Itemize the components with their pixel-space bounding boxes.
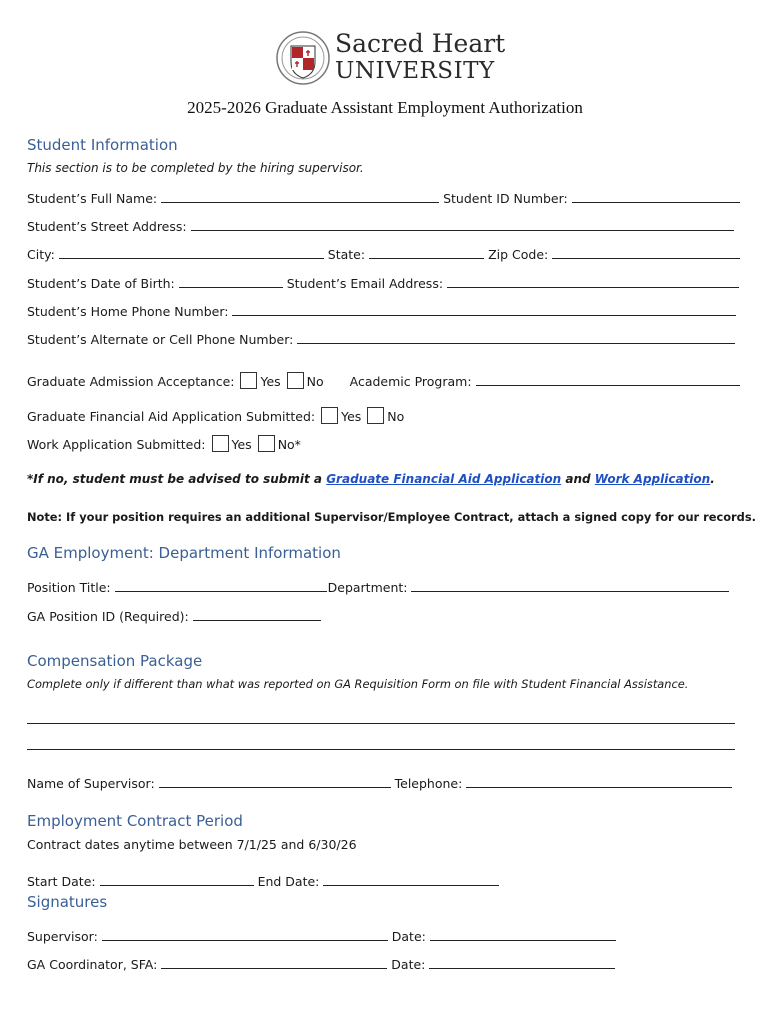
work-app-yes-label: Yes	[231, 437, 252, 452]
street-label: Student’s Street Address:	[27, 219, 187, 234]
telephone-field[interactable]	[466, 774, 732, 788]
email-field[interactable]	[447, 274, 739, 288]
finaid-row	[27, 407, 404, 425]
section-heading-signatures: Signatures	[27, 893, 108, 911]
logo-line-1: Sacred Heart	[335, 29, 506, 58]
city-row	[27, 245, 740, 263]
supervisor-row	[27, 774, 732, 792]
admission-no-checkbox[interactable]	[287, 372, 304, 389]
section-heading-student: Student Information	[27, 136, 178, 154]
alt-phone-row	[27, 330, 735, 348]
section-heading-ga: GA Employment: Department Information	[27, 544, 341, 562]
home-phone-field[interactable]	[232, 302, 736, 316]
supervisor-name-field[interactable]	[159, 774, 391, 788]
department-label: Department:	[327, 580, 408, 595]
street-field[interactable]	[191, 217, 734, 231]
finaid-no-checkbox[interactable]	[367, 407, 384, 424]
home-phone-label: Student’s Home Phone Number:	[27, 304, 229, 319]
admission-yes-checkbox[interactable]	[240, 372, 257, 389]
finaid-label: Graduate Financial Aid Application Submitted:	[27, 409, 316, 424]
alt-phone-label: Student’s Alternate or Cell Phone Number:	[27, 332, 294, 347]
start-date-label: Start Date:	[27, 874, 96, 889]
position-id-field[interactable]	[193, 607, 321, 621]
telephone-label: Telephone:	[394, 776, 463, 791]
coordinator-signature-label: GA Coordinator, SFA:	[27, 957, 158, 972]
finaid-no-label: No	[387, 409, 405, 424]
state-label: State:	[327, 247, 366, 262]
student-instruction: This section is to be completed by the hiring supervisor.	[27, 161, 364, 175]
admission-no-label: No	[306, 374, 324, 389]
dob-field[interactable]	[179, 274, 283, 288]
compensation-line-1[interactable]	[27, 723, 735, 724]
compensation-instruction: Complete only if different than what was reported on GA Requisition Form on file with Student Financial Assistance.	[27, 677, 689, 691]
position-row	[27, 578, 729, 596]
start-date-field[interactable]	[100, 872, 254, 886]
contract-dates-row	[27, 872, 499, 890]
finaid-application-link[interactable]: Graduate Financial Aid Application	[326, 472, 562, 486]
admission-label: Graduate Admission Acceptance:	[27, 374, 235, 389]
home-phone-row	[27, 302, 736, 320]
alt-phone-field[interactable]	[297, 330, 735, 344]
full-name-label: Student’s Full Name:	[27, 191, 158, 206]
supervisor-signature-row	[27, 927, 616, 945]
work-app-row	[27, 435, 301, 453]
coordinator-signature-row	[27, 955, 615, 973]
supervisor-signature-label: Supervisor:	[27, 929, 98, 944]
supervisor-date-field[interactable]	[430, 927, 616, 941]
end-date-field[interactable]	[323, 872, 499, 886]
dob-label: Student’s Date of Birth:	[27, 276, 175, 291]
position-id-label: GA Position ID (Required):	[27, 609, 189, 624]
university-logo	[275, 29, 506, 88]
coordinator-date-field[interactable]	[429, 955, 615, 969]
zip-field[interactable]	[552, 245, 740, 259]
advisory-note-text: *If no, student must be advised to submit a	[27, 472, 327, 486]
work-application-link[interactable]: Work Application	[594, 472, 711, 486]
university-seal-icon	[275, 30, 331, 86]
department-field[interactable]	[411, 578, 729, 592]
section-heading-contract: Employment Contract Period	[27, 812, 243, 830]
admission-row	[27, 372, 740, 390]
section-heading-compensation: Compensation Package	[27, 652, 203, 670]
advisory-note-period: .	[710, 472, 715, 486]
work-app-no-label: No*	[277, 437, 301, 452]
supervisor-date-label: Date:	[391, 929, 426, 944]
state-field[interactable]	[369, 245, 484, 259]
email-label: Student’s Email Address:	[286, 276, 444, 291]
street-row	[27, 217, 734, 235]
zip-label: Zip Code:	[488, 247, 549, 262]
supervisor-signature-field[interactable]	[102, 927, 388, 941]
position-title-field[interactable]	[115, 578, 327, 592]
form-title: 2025-2026 Graduate Assistant Employment Authorization	[187, 98, 583, 117]
advisory-note-and: and	[561, 472, 595, 486]
student-id-field[interactable]	[572, 189, 740, 203]
work-app-no-checkbox[interactable]	[258, 435, 275, 452]
advisory-note	[27, 471, 715, 487]
full-name-field[interactable]	[161, 189, 439, 203]
admission-yes-label: Yes	[260, 374, 281, 389]
logo-line-2: UNIVERSITY	[335, 58, 495, 84]
city-field[interactable]	[59, 245, 324, 259]
coordinator-date-label: Date:	[391, 957, 426, 972]
contract-dates-note: Contract dates anytime between 7/1/25 and 6/30/26	[27, 837, 357, 852]
dob-row	[27, 274, 739, 292]
coordinator-signature-field[interactable]	[161, 955, 387, 969]
supervisor-name-label: Name of Supervisor:	[27, 776, 155, 791]
end-date-label: End Date:	[257, 874, 320, 889]
contract-note: Note: If your position requires an additional Supervisor/Employee Contract, attach a signed copy for our records.	[27, 510, 756, 524]
finaid-yes-label: Yes	[341, 409, 362, 424]
program-label: Academic Program:	[349, 374, 472, 389]
compensation-line-2[interactable]	[27, 749, 735, 750]
full-name-row	[27, 189, 740, 207]
finaid-yes-checkbox[interactable]	[321, 407, 338, 424]
work-app-yes-checkbox[interactable]	[212, 435, 229, 452]
program-field[interactable]	[476, 372, 740, 386]
position-id-row	[27, 607, 321, 625]
work-app-label: Work Application Submitted:	[27, 437, 206, 452]
student-id-label: Student ID Number:	[443, 191, 568, 206]
city-label: City:	[27, 247, 55, 262]
position-title-label: Position Title:	[27, 580, 111, 595]
